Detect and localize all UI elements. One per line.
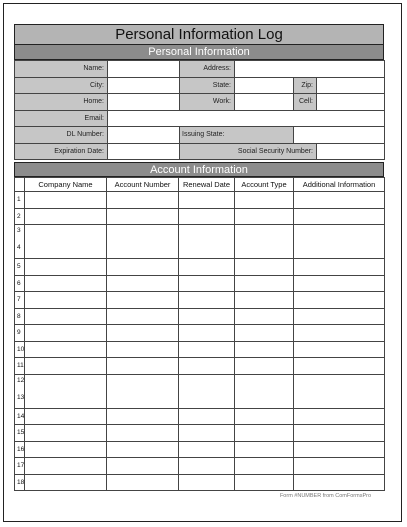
- row-number-cell: 1: [15, 192, 25, 209]
- account-type-cell[interactable]: [235, 408, 294, 425]
- account-table-body: [15, 192, 385, 491]
- renewal-date-cell[interactable]: [179, 474, 235, 491]
- account-type-cell[interactable]: [235, 358, 294, 375]
- additional-information-cell[interactable]: [294, 458, 385, 475]
- account-type-cell[interactable]: [235, 458, 294, 475]
- account-number-cell[interactable]: [107, 358, 179, 375]
- account-number-cell[interactable]: [107, 325, 179, 342]
- renewal-date-cell[interactable]: [179, 225, 235, 259]
- account-number-cell[interactable]: [107, 408, 179, 425]
- additional-information-cell[interactable]: [294, 474, 385, 491]
- table-row: [15, 208, 385, 225]
- address-field[interactable]: [235, 61, 385, 78]
- name-address-row: [15, 61, 385, 78]
- row-number-cell: 2: [15, 208, 25, 225]
- table-row: [15, 325, 385, 342]
- renewal-date-cell[interactable]: [179, 325, 235, 342]
- table-row: [15, 408, 385, 425]
- personal-information-log-form: [14, 24, 384, 491]
- table-row: [15, 374, 385, 408]
- expiration-ssn-row: [15, 143, 385, 160]
- renewal-date-header: Renewal Date: [179, 178, 235, 192]
- account-type-cell[interactable]: [235, 225, 294, 259]
- account-number-cell[interactable]: [107, 192, 179, 209]
- row-number-header: [15, 178, 25, 192]
- row-number-cell: 16: [15, 441, 25, 458]
- additional-information-cell[interactable]: [294, 275, 385, 292]
- account-information-table: [14, 177, 385, 491]
- cell-label: Cell:: [294, 94, 317, 111]
- account-number-cell[interactable]: [107, 292, 179, 309]
- table-row: [15, 341, 385, 358]
- row-number-cell: 6: [15, 275, 25, 292]
- additional-information-cell[interactable]: [294, 374, 385, 408]
- table-row: [15, 425, 385, 442]
- account-number-cell[interactable]: [107, 458, 179, 475]
- renewal-date-cell[interactable]: [179, 358, 235, 375]
- account-type-cell[interactable]: [235, 441, 294, 458]
- account-type-cell[interactable]: [235, 208, 294, 225]
- renewal-date-cell[interactable]: [179, 292, 235, 309]
- account-number-cell[interactable]: [107, 441, 179, 458]
- account-number-cell[interactable]: [107, 425, 179, 442]
- row-number: 13: [17, 393, 25, 401]
- renewal-date-cell[interactable]: [179, 308, 235, 325]
- ssn-label: Social Security Number:: [180, 143, 317, 160]
- company-name-cell[interactable]: [25, 425, 107, 442]
- city-label: City:: [15, 77, 108, 94]
- company-name-cell[interactable]: [25, 458, 107, 475]
- row-number-cell: [15, 374, 25, 408]
- table-row: [15, 292, 385, 309]
- address-label: Address:: [180, 61, 235, 78]
- table-row: [15, 441, 385, 458]
- account-type-cell[interactable]: [235, 341, 294, 358]
- expiration-date-field[interactable]: [108, 143, 180, 160]
- account-type-cell[interactable]: [235, 325, 294, 342]
- renewal-date-cell[interactable]: [179, 275, 235, 292]
- account-number-cell[interactable]: [107, 308, 179, 325]
- city-field[interactable]: [108, 77, 180, 94]
- renewal-date-cell[interactable]: [179, 259, 235, 276]
- additional-information-header: Additional Information: [294, 178, 385, 192]
- company-name-cell[interactable]: [25, 308, 107, 325]
- renewal-date-cell[interactable]: [179, 425, 235, 442]
- personal-information-header: Personal Information: [14, 45, 384, 60]
- account-table-header-row: [15, 178, 385, 192]
- account-number-cell[interactable]: [107, 259, 179, 276]
- account-information-header: Account Information: [14, 162, 384, 177]
- row-number: 4: [17, 244, 21, 251]
- personal-information-table: [14, 60, 385, 160]
- email-label: Email:: [15, 110, 108, 127]
- renewal-date-cell[interactable]: [179, 374, 235, 408]
- issuing-state-field[interactable]: [294, 127, 385, 144]
- company-name-cell[interactable]: [25, 259, 107, 276]
- renewal-date-cell[interactable]: [179, 341, 235, 358]
- city-state-zip-row: [15, 77, 385, 94]
- account-type-cell[interactable]: [235, 292, 294, 309]
- account-number-cell[interactable]: [107, 208, 179, 225]
- zip-field[interactable]: [317, 77, 385, 94]
- row-number: 3: [17, 227, 21, 234]
- additional-information-cell[interactable]: [294, 225, 385, 259]
- company-name-cell[interactable]: [25, 275, 107, 292]
- ssn-field[interactable]: [317, 143, 385, 160]
- account-number-cell[interactable]: [107, 474, 179, 491]
- additional-information-cell[interactable]: [294, 192, 385, 209]
- work-phone-field[interactable]: [235, 94, 294, 111]
- additional-information-cell[interactable]: [294, 358, 385, 375]
- table-row: [15, 275, 385, 292]
- row-number-cell: 18: [15, 474, 25, 491]
- company-name-cell[interactable]: [25, 341, 107, 358]
- state-label: State:: [180, 77, 235, 94]
- company-name-cell[interactable]: [25, 325, 107, 342]
- renewal-date-cell[interactable]: [179, 458, 235, 475]
- company-name-cell[interactable]: [25, 225, 107, 259]
- account-type-cell[interactable]: [235, 259, 294, 276]
- row-number: 12: [17, 376, 25, 384]
- additional-information-cell[interactable]: [294, 308, 385, 325]
- row-number-cell: 5: [15, 259, 25, 276]
- row-number-cell: 10: [15, 341, 25, 358]
- additional-information-cell[interactable]: [294, 208, 385, 225]
- email-row: [15, 110, 385, 127]
- name-field[interactable]: [108, 61, 180, 78]
- row-number-cell: 15: [15, 425, 25, 442]
- cell-phone-field[interactable]: [317, 94, 385, 111]
- company-name-cell[interactable]: [25, 374, 107, 408]
- account-number-cell[interactable]: [107, 275, 179, 292]
- table-row: [15, 225, 385, 259]
- company-name-cell[interactable]: [25, 474, 107, 491]
- issuing-state-label: Issuing State:: [180, 127, 294, 144]
- state-field[interactable]: [235, 77, 294, 94]
- table-row: [15, 259, 385, 276]
- company-name-header: Company Name: [25, 178, 107, 192]
- renewal-date-cell[interactable]: [179, 192, 235, 209]
- additional-information-cell[interactable]: [294, 441, 385, 458]
- table-row: [15, 474, 385, 491]
- row-number-cell: 14: [15, 408, 25, 425]
- row-number-cell: 7: [15, 292, 25, 309]
- additional-information-cell[interactable]: [294, 325, 385, 342]
- zip-label: Zip:: [294, 77, 317, 94]
- account-number-cell[interactable]: [107, 225, 179, 259]
- company-name-cell[interactable]: [25, 358, 107, 375]
- phone-row: [15, 94, 385, 111]
- dl-number-label: DL Number:: [15, 127, 108, 144]
- company-name-cell[interactable]: [25, 208, 107, 225]
- account-type-cell[interactable]: [235, 308, 294, 325]
- dl-number-field[interactable]: [108, 127, 180, 144]
- account-number-header: Account Number: [107, 178, 179, 192]
- account-type-cell[interactable]: [235, 374, 294, 408]
- page-title: Personal Information Log: [14, 24, 384, 45]
- additional-information-cell[interactable]: [294, 408, 385, 425]
- name-label: Name:: [15, 61, 108, 78]
- row-number-cell: 9: [15, 325, 25, 342]
- table-row: [15, 192, 385, 209]
- additional-information-cell[interactable]: [294, 292, 385, 309]
- account-type-header: Account Type: [235, 178, 294, 192]
- form-footer: Form #NUMBER from ComFormsPro: [279, 493, 371, 499]
- dl-row: [15, 127, 385, 144]
- table-row: [15, 308, 385, 325]
- additional-information-cell[interactable]: [294, 341, 385, 358]
- table-row: [15, 458, 385, 475]
- home-label: Home:: [15, 94, 108, 111]
- company-name-cell[interactable]: [25, 408, 107, 425]
- home-phone-field[interactable]: [108, 94, 180, 111]
- expiration-date-label: Expiration Date:: [15, 143, 108, 160]
- work-label: Work:: [180, 94, 235, 111]
- row-number-cell: 11: [15, 358, 25, 375]
- company-name-cell[interactable]: [25, 192, 107, 209]
- account-type-cell[interactable]: [235, 425, 294, 442]
- table-row: [15, 358, 385, 375]
- additional-information-cell[interactable]: [294, 259, 385, 276]
- company-name-cell[interactable]: [25, 292, 107, 309]
- additional-information-cell[interactable]: [294, 425, 385, 442]
- account-type-cell[interactable]: [235, 192, 294, 209]
- account-type-cell[interactable]: [235, 275, 294, 292]
- account-number-cell[interactable]: [107, 374, 179, 408]
- renewal-date-cell[interactable]: [179, 208, 235, 225]
- company-name-cell[interactable]: [25, 441, 107, 458]
- row-number-cell: [15, 225, 25, 259]
- row-number-cell: 8: [15, 308, 25, 325]
- row-number-cell: 17: [15, 458, 25, 475]
- renewal-date-cell[interactable]: [179, 408, 235, 425]
- account-number-cell[interactable]: [107, 341, 179, 358]
- renewal-date-cell[interactable]: [179, 441, 235, 458]
- account-type-cell[interactable]: [235, 474, 294, 491]
- email-field[interactable]: [108, 110, 385, 127]
